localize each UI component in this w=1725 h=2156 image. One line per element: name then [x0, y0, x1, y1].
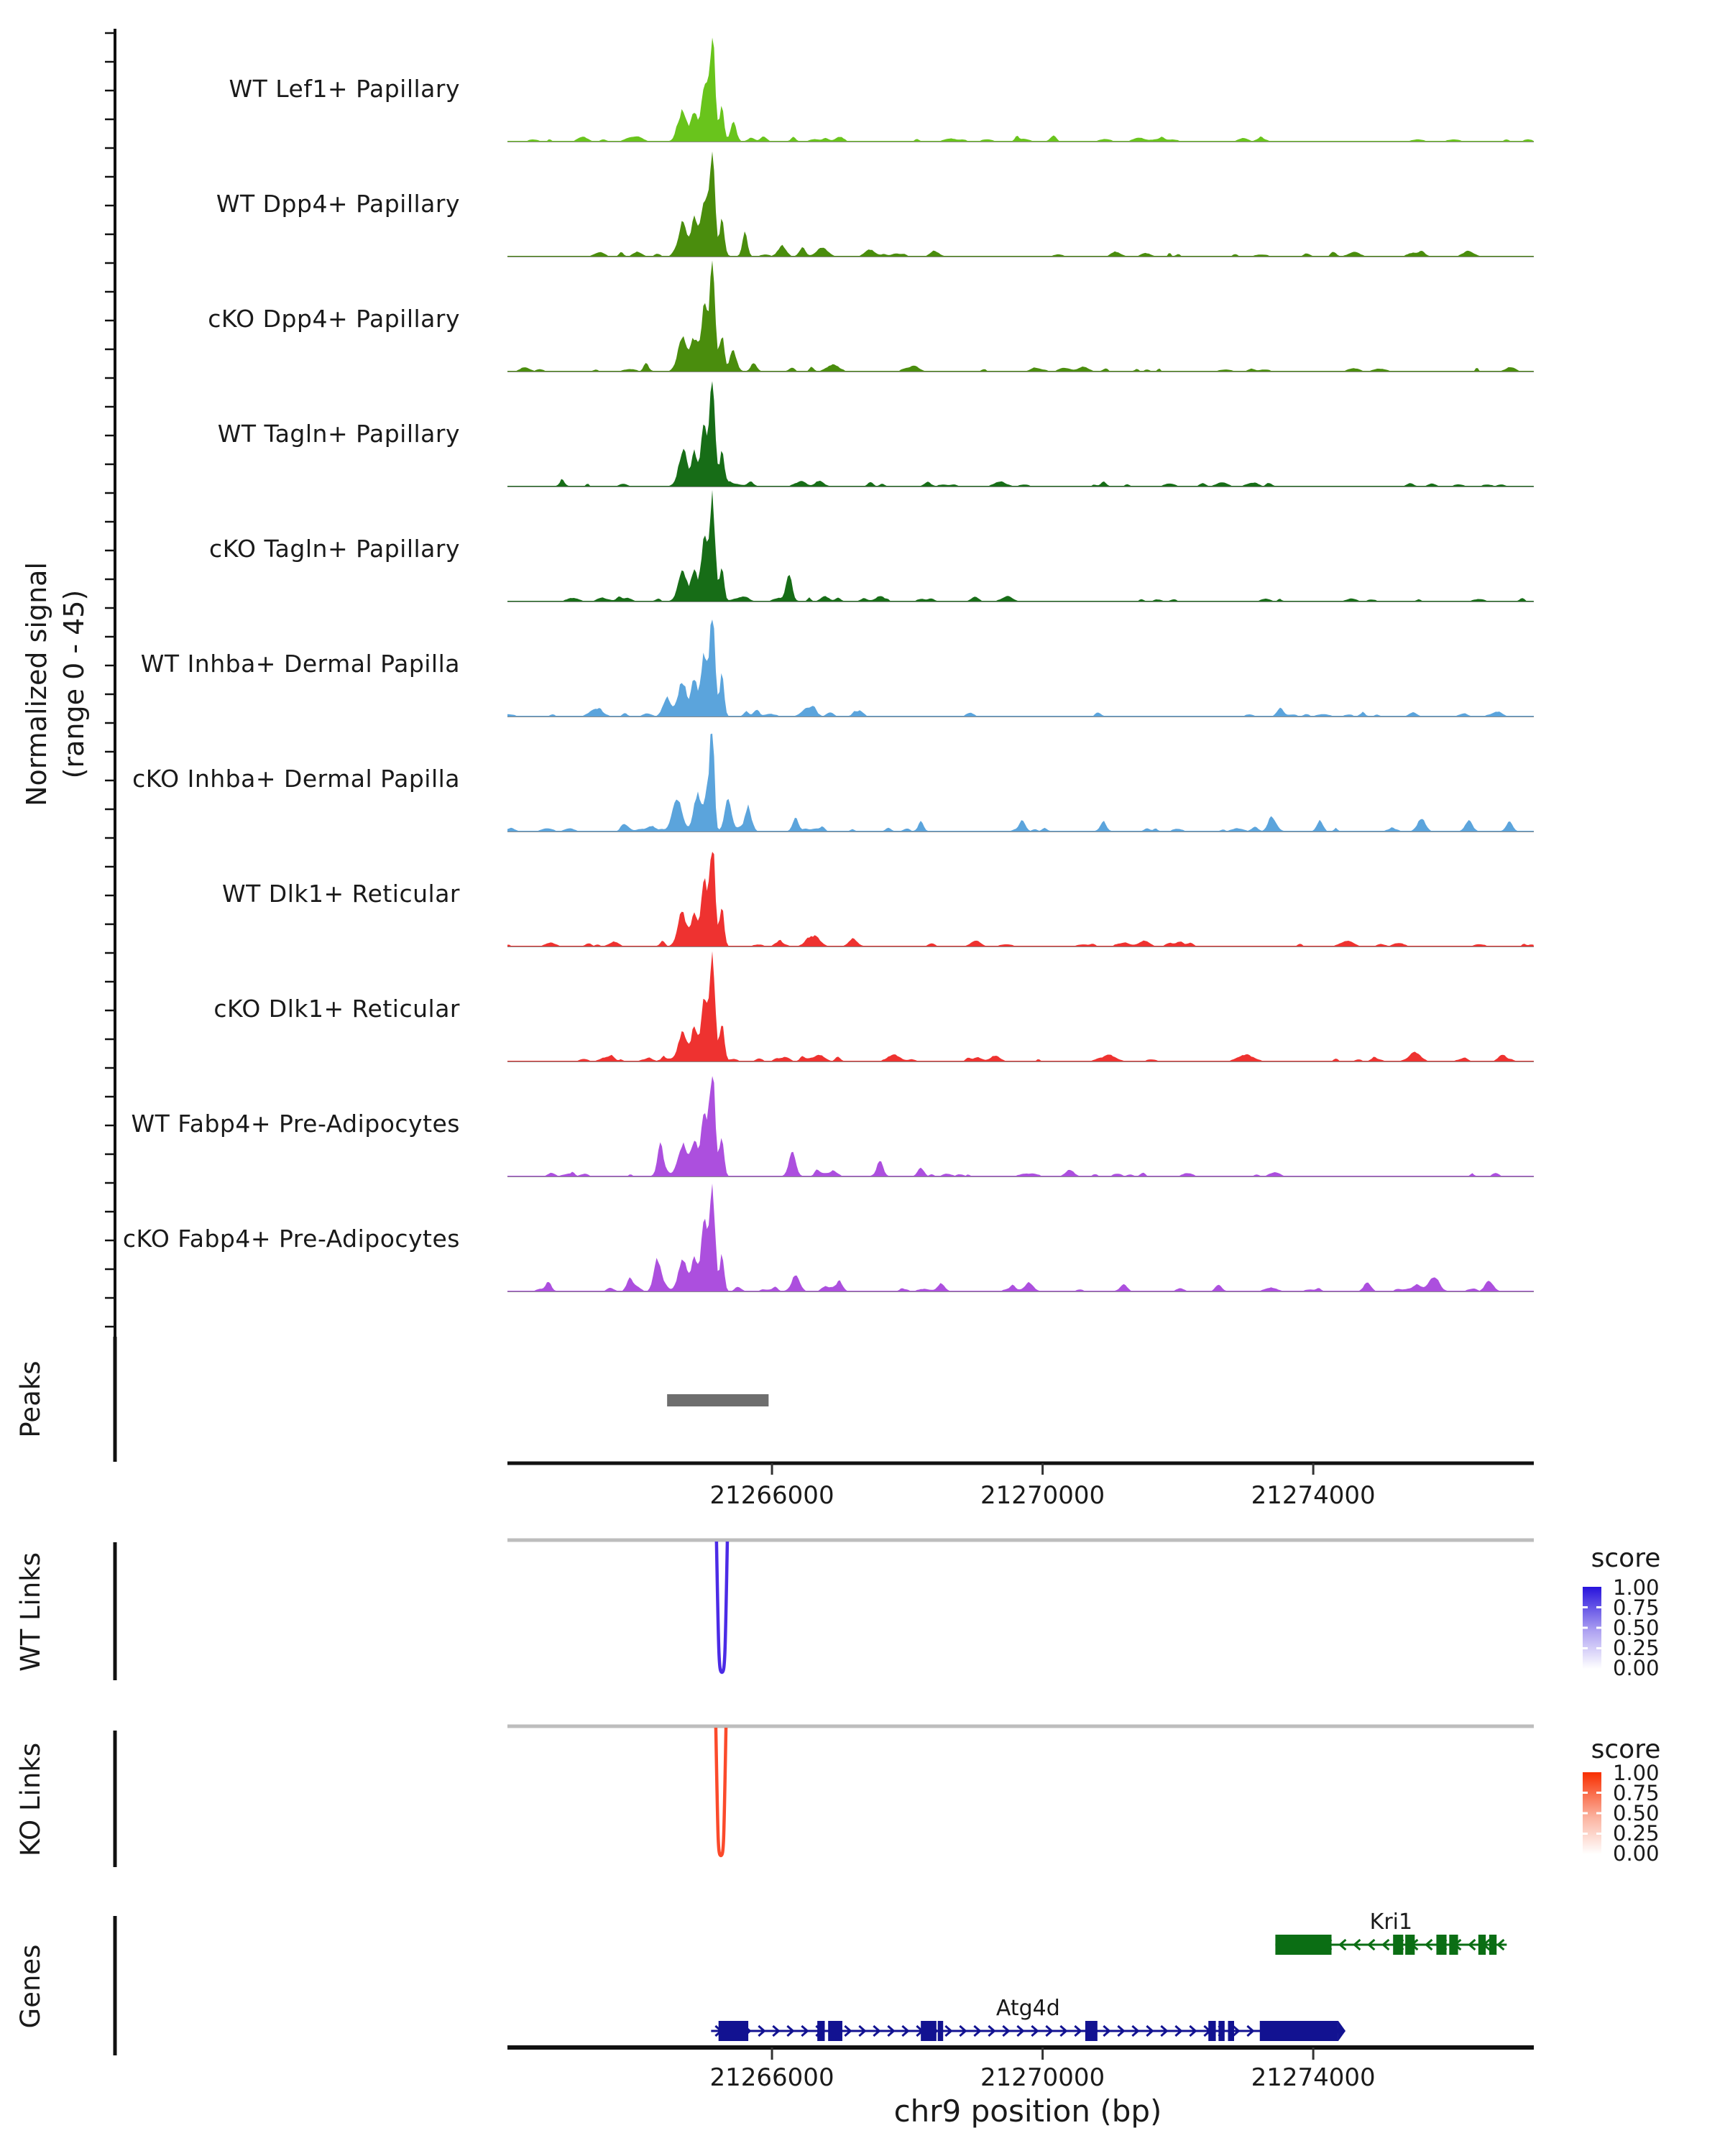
track-label: cKO Dpp4+ Papillary: [208, 305, 460, 333]
x-axis-title: chr9 position (bp): [893, 2093, 1162, 2129]
track-label: WT Dlk1+ Reticular: [222, 880, 460, 908]
score-legend-wt-tick: 0.75: [1613, 1595, 1660, 1620]
score-legend-ko-tick: 0.25: [1613, 1821, 1660, 1846]
signal-area: [507, 734, 1534, 831]
ruler-tick-label: 21270000: [980, 2063, 1105, 2092]
gene-atg4d: [711, 1996, 1346, 2041]
score-legend-wt-tick: 0.00: [1613, 1656, 1660, 1680]
gene-name-label: Atg4d: [995, 1996, 1060, 2021]
signal-track-4: [218, 381, 1534, 487]
score-legend-wt: [1583, 1544, 1660, 1680]
signal-area: [507, 619, 1534, 717]
gene-exon: [1218, 2021, 1224, 2041]
gene-kri1: [1275, 1909, 1506, 1955]
gene-exon: [719, 2021, 748, 2041]
gene-exon: [1228, 2021, 1234, 2041]
y-axis-title-line2: (range 0 - 45): [58, 589, 90, 779]
ko-links-panel-label: KO Links: [15, 1742, 46, 1857]
signal-area: [507, 852, 1534, 946]
wt-link-arcs: [717, 1542, 727, 1672]
score-legend-ko-title: score: [1591, 1735, 1661, 1764]
score-legend-ko: [1583, 1735, 1660, 1866]
track-label: WT Dpp4+ Papillary: [216, 190, 460, 218]
track-label: WT Fabp4+ Pre-Adipocytes: [131, 1110, 460, 1138]
signal-y-axis-ticks: [105, 33, 115, 1327]
gene-exon: [1275, 1935, 1331, 1955]
gene-exon: [1449, 1935, 1458, 1955]
ruler-tick-label: 21270000: [980, 1481, 1105, 1510]
signal-track-10: [132, 1076, 1534, 1176]
signal-area: [507, 952, 1534, 1062]
gene-exon: [828, 2021, 842, 2041]
gene-exon: [1405, 1935, 1414, 1955]
wt-links-panel-label: WT Links: [15, 1552, 46, 1672]
signal-track-9: [213, 952, 1534, 1062]
ruler-tick-label: 21274000: [1251, 2063, 1376, 2092]
signal-track-6: [141, 619, 1534, 717]
signal-track-2: [216, 152, 1534, 257]
peaks-bar: [667, 1394, 768, 1406]
gene-name-label: Kri1: [1369, 1909, 1413, 1935]
gene-exon: [1208, 2021, 1215, 2041]
signal-area: [507, 260, 1534, 372]
signal-track-8: [222, 852, 1534, 946]
gene-exon: [1085, 2021, 1098, 2041]
ruler-tick-label: 21266000: [709, 1481, 834, 1510]
signal-tracks: [123, 37, 1534, 1291]
signal-track-5: [209, 490, 1534, 602]
ruler-tick-label: 21274000: [1251, 1481, 1376, 1510]
gene-exon: [1260, 2021, 1338, 2041]
signal-area: [507, 1076, 1534, 1176]
gene-exon: [1393, 1935, 1403, 1955]
genome-ruler-bottom: [507, 2047, 1534, 2092]
peaks-row: [667, 1394, 768, 1406]
score-legend-wt-tick: 0.50: [1613, 1616, 1660, 1640]
score-legend-wt-tick: 0.25: [1613, 1636, 1660, 1660]
gene-exon: [1436, 1935, 1446, 1955]
y-axis-title-line1: Normalized signal: [21, 562, 52, 806]
signal-track-3: [208, 260, 1534, 372]
gene-exon: [817, 2021, 824, 2041]
signal-track-7: [132, 734, 1534, 831]
track-label: cKO Fabp4+ Pre-Adipocytes: [122, 1225, 460, 1253]
score-legend-wt-title: score: [1591, 1544, 1661, 1573]
track-label: WT Lef1+ Papillary: [229, 75, 460, 103]
signal-track-1: [229, 37, 1534, 142]
score-legend-ko-tick: 0.75: [1613, 1781, 1660, 1805]
score-legend-wt-tick: 1.00: [1613, 1575, 1660, 1600]
gene-exon: [1478, 1935, 1486, 1955]
gene-exon: [921, 2021, 937, 2041]
signal-area: [507, 490, 1534, 602]
signal-area: [507, 152, 1534, 257]
ko-link-arcs: [716, 1728, 726, 1856]
track-label: cKO Tagln+ Papillary: [209, 535, 460, 563]
link-arc: [717, 1542, 727, 1672]
score-legend-ko-tick: 0.50: [1613, 1801, 1660, 1825]
gene-exon: [938, 2021, 944, 2041]
signal-area: [507, 37, 1534, 142]
gene-models: [711, 1909, 1506, 2041]
score-legend-ko-tick: 0.00: [1613, 1841, 1660, 1866]
peaks-panel-label: Peaks: [15, 1360, 46, 1438]
score-legend-ko-tick: 1.00: [1613, 1761, 1660, 1785]
gene-exon: [1489, 1935, 1496, 1955]
track-label: cKO Inhba+ Dermal Papilla: [132, 765, 460, 793]
gene-end-arrow-icon: [1338, 2021, 1346, 2041]
link-arc: [716, 1728, 726, 1856]
signal-area: [507, 381, 1534, 487]
track-label: cKO Dlk1+ Reticular: [213, 995, 460, 1023]
genome-ruler-top: [507, 1463, 1534, 1510]
track-label: WT Tagln+ Papillary: [217, 420, 460, 448]
signal-y-axis-title: [21, 562, 90, 806]
genes-panel-label: Genes: [15, 1944, 46, 2029]
track-label: WT Inhba+ Dermal Papilla: [140, 650, 460, 678]
signal-area: [507, 1184, 1534, 1291]
signal-track-11: [123, 1184, 1534, 1291]
ruler-tick-label: 21266000: [709, 2063, 834, 2092]
